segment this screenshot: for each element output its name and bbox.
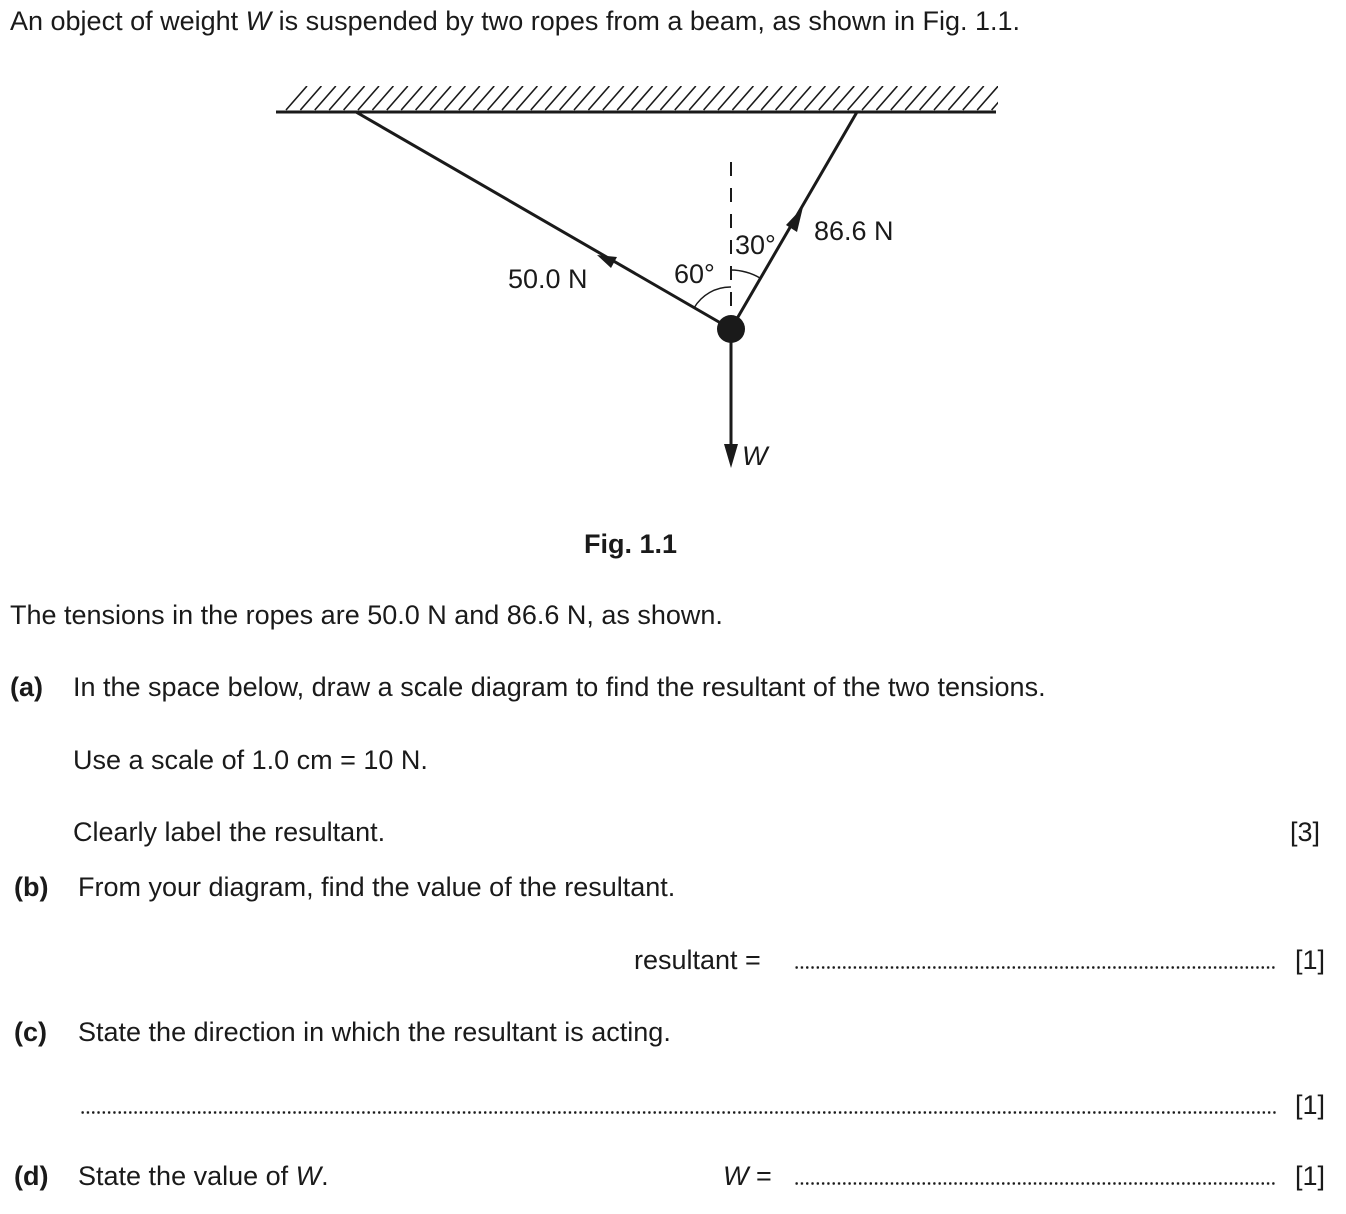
suspended-object bbox=[717, 315, 745, 343]
weight-answer-line[interactable] bbox=[794, 1182, 1276, 1185]
beam-hatching bbox=[286, 86, 1027, 110]
part-c-question: State the direction in which the resultant is acting. bbox=[78, 1017, 671, 1047]
part-a-marks: [3] bbox=[1290, 817, 1321, 847]
force-diagram bbox=[0, 0, 1346, 520]
part-a-label: (a) bbox=[10, 672, 43, 702]
left-tension-arrowhead bbox=[597, 255, 617, 268]
left-rope bbox=[356, 112, 731, 329]
figure-caption: Fig. 1.1 bbox=[584, 529, 678, 559]
angle-label-left: 60° bbox=[674, 259, 715, 289]
angle-label-right: 30° bbox=[735, 230, 776, 260]
part-a-scale: Use a scale of 1.0 cm = 10 N. bbox=[73, 745, 428, 775]
part-d-question-pre: State the value of bbox=[78, 1161, 296, 1191]
resultant-answer-label: resultant = bbox=[634, 945, 761, 975]
part-b-question: From your diagram, find the value of the resultant. bbox=[78, 872, 676, 902]
weight-label: W bbox=[742, 441, 768, 471]
resultant-answer-line[interactable] bbox=[794, 966, 1276, 969]
part-b-label: (b) bbox=[14, 872, 49, 902]
weight-arrowhead bbox=[724, 444, 738, 468]
part-d-question bbox=[78, 1160, 329, 1192]
intro-post: is suspended by two ropes from a beam, as shown in Fig. 1.1. bbox=[271, 6, 1021, 36]
part-b-marks: [1] bbox=[1295, 945, 1326, 975]
intro-pre: An object of weight bbox=[10, 6, 246, 36]
part-a-instruction: In the space below, draw a scale diagram to find the resultant of the two tensions. bbox=[73, 672, 1046, 702]
angle-arc-left bbox=[694, 287, 731, 308]
weight-answer-equals: = bbox=[748, 1161, 772, 1191]
hatch-mark bbox=[1006, 86, 1027, 110]
angle-arc-right bbox=[731, 270, 760, 278]
tensions-sentence: The tensions in the ropes are 50.0 N and 86.6 N, as shown. bbox=[10, 600, 723, 630]
part-d-label: (d) bbox=[14, 1161, 49, 1191]
part-d-question-post: . bbox=[321, 1161, 329, 1191]
weight-answer-variable: W bbox=[723, 1161, 749, 1191]
part-d-question-variable: W bbox=[295, 1161, 322, 1191]
part-c-label: (c) bbox=[14, 1017, 47, 1047]
part-d-marks: [1] bbox=[1295, 1161, 1326, 1191]
direction-answer-line[interactable] bbox=[80, 1111, 1276, 1114]
intro-variable: W bbox=[245, 6, 272, 36]
part-c-marks: [1] bbox=[1295, 1090, 1326, 1120]
left-force-label: 50.0 N bbox=[508, 264, 588, 294]
right-force-label: 86.6 N bbox=[814, 216, 894, 246]
part-a-label-instruction: Clearly label the resultant. bbox=[73, 817, 386, 847]
weight-answer-label bbox=[723, 1160, 772, 1192]
